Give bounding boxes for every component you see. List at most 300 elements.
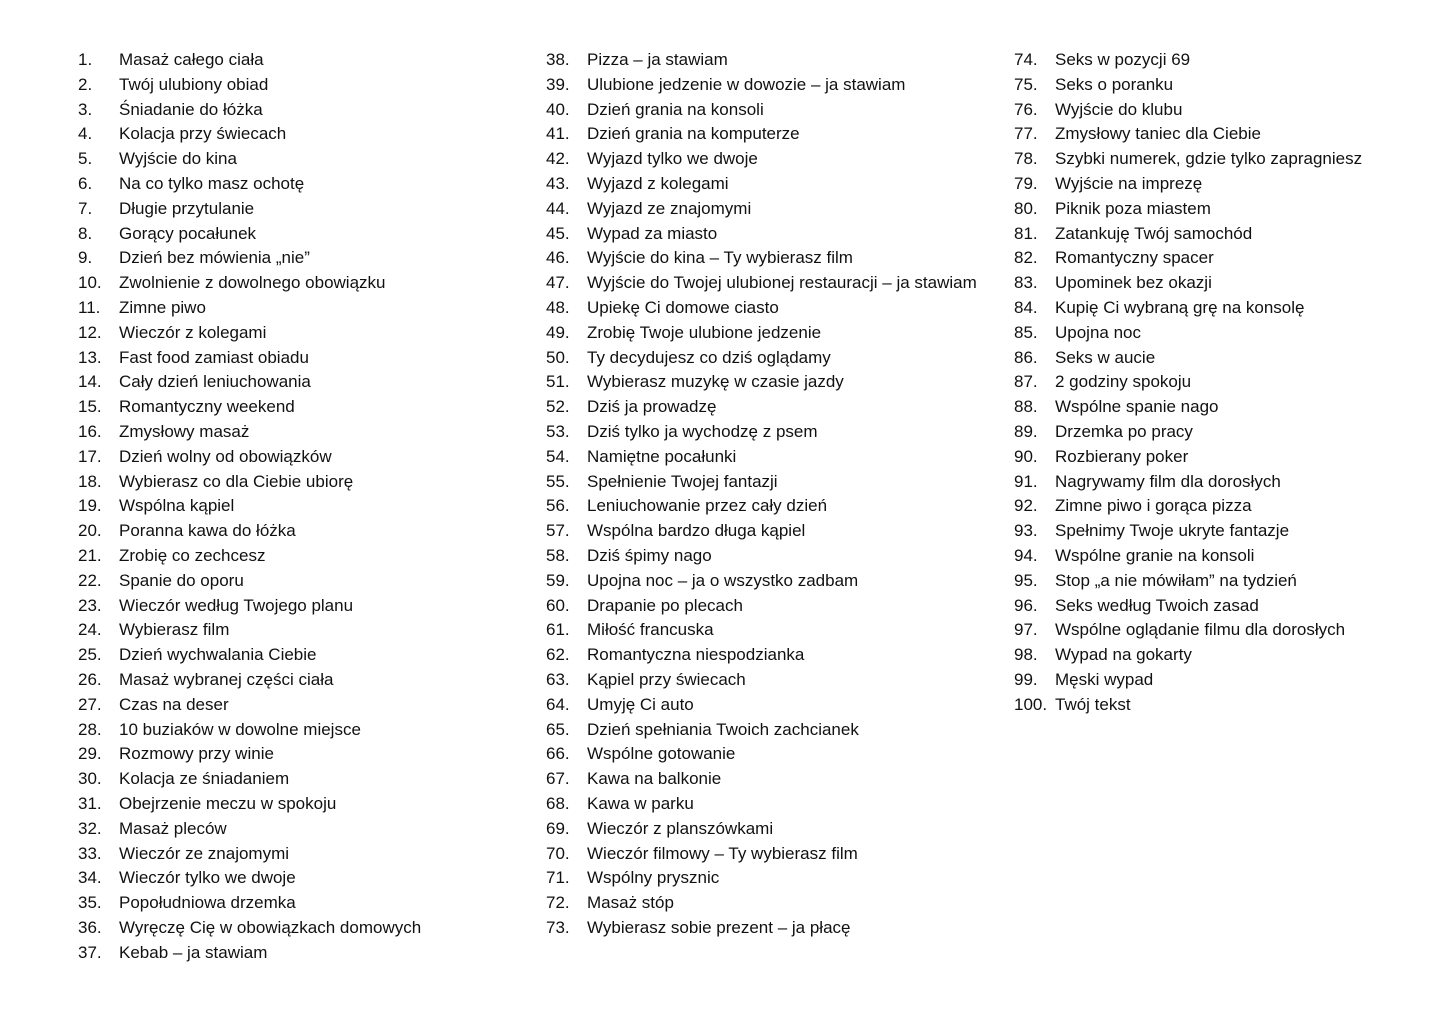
- list-item-number: 86.: [1014, 347, 1038, 367]
- list-item-number: 15.: [78, 397, 102, 417]
- list-item-text: Romantyczny spacer: [1055, 248, 1214, 268]
- list-item-number: 20.: [78, 521, 102, 541]
- list-item-number: 77.: [1014, 124, 1038, 144]
- list-item-number: 58.: [546, 545, 570, 565]
- list-item: [1014, 470, 1424, 495]
- list-item-number: 73.: [546, 917, 570, 937]
- list-item-text: Męski wypad: [1055, 669, 1154, 689]
- list-item-number: 61.: [546, 620, 570, 640]
- list-item-number: 91.: [1014, 471, 1038, 491]
- list-item-text: Upojna noc – ja o wszystko zadbam: [587, 570, 859, 590]
- list-item-text: Piknik poza miastem: [1055, 198, 1211, 218]
- list-item-text: Wybierasz film: [119, 620, 230, 640]
- list-item: [546, 718, 1001, 743]
- list-item-number: 83.: [1014, 273, 1038, 293]
- list-item: [78, 98, 533, 123]
- list-item-text: Wspólna kąpiel: [119, 496, 235, 516]
- list-item: [546, 395, 1001, 420]
- list-item: [546, 172, 1001, 197]
- list-item: [1014, 370, 1424, 395]
- list-item: [78, 941, 533, 966]
- list-item: [78, 271, 533, 296]
- list-item: [78, 718, 533, 743]
- list-item-text: Dzień wolny od obowiązków: [119, 446, 332, 466]
- list-item: [546, 470, 1001, 495]
- list-item-number: 2.: [78, 74, 93, 94]
- list-item: [546, 197, 1001, 222]
- list-item-number: 37.: [78, 942, 102, 962]
- list-item: [78, 767, 533, 792]
- list-item: [1014, 445, 1424, 470]
- list-item-number: 5.: [78, 149, 93, 169]
- list-item-number: 44.: [546, 198, 570, 218]
- list-item-number: 79.: [1014, 173, 1038, 193]
- list-item: [1014, 544, 1424, 569]
- list-item-text: Dziś tylko ja wychodzę z psem: [587, 421, 818, 441]
- list-item: [78, 197, 533, 222]
- list-item-text: Poranna kawa do łóżka: [119, 521, 296, 541]
- list-item-text: Masaż pleców: [119, 818, 227, 838]
- list-item-text: Masaż całego ciała: [119, 50, 264, 69]
- list-item-number: 26.: [78, 669, 102, 689]
- list-item: [546, 594, 1001, 619]
- list-item-number: 42.: [546, 149, 570, 169]
- list-item-text: Seks w aucie: [1055, 347, 1156, 367]
- list-item: [1014, 420, 1424, 445]
- list-item-text: Seks o poranku: [1055, 74, 1174, 94]
- list-item-number: 43.: [546, 173, 570, 193]
- list-item-text: Wieczór z planszówkami: [587, 818, 774, 838]
- list-item-number: 94.: [1014, 545, 1038, 565]
- list-item-number: 98.: [1014, 645, 1038, 665]
- list-item-text: Wspólny prysznic: [587, 868, 720, 888]
- list-item-text: Zrobię Twoje ulubione jedzenie: [587, 322, 822, 342]
- list-item: [546, 668, 1001, 693]
- list-item-number: 11.: [78, 297, 101, 317]
- list-item-text: Wyręczę Cię w obowiązkach domowych: [119, 917, 422, 937]
- list-item-text: Gorący pocałunek: [119, 223, 257, 243]
- list-item: [78, 73, 533, 98]
- list-item-number: 60.: [546, 595, 570, 615]
- list-item-number: 80.: [1014, 198, 1038, 218]
- list-item: [1014, 197, 1424, 222]
- list-item-number: 16.: [78, 421, 102, 441]
- list-item: [1014, 321, 1424, 346]
- list-item-number: 88.: [1014, 397, 1038, 417]
- list-item-number: 40.: [546, 99, 570, 119]
- list-item: [1014, 346, 1424, 371]
- list-item-text: Leniuchowanie przez cały dzień: [587, 496, 828, 516]
- list-item-number: 25.: [78, 645, 102, 665]
- list-item-text: Długie przytulanie: [119, 198, 255, 218]
- list-item: [1014, 519, 1424, 544]
- list-item-text: Dzień grania na konsoli: [587, 99, 764, 119]
- list-item: [78, 147, 533, 172]
- list-item-text: Wybierasz sobie prezent – ja płacę: [587, 917, 851, 937]
- list-item-number: 85.: [1014, 322, 1038, 342]
- list-item: [1014, 569, 1424, 594]
- list-item-text: Popołudniowa drzemka: [119, 893, 296, 913]
- list-item-number: 8.: [78, 223, 93, 243]
- list-item-number: 67.: [546, 769, 570, 789]
- list-item-text: Spanie do oporu: [119, 570, 244, 590]
- list-item-text: Ty decydujesz co dziś oglądamy: [587, 347, 831, 367]
- list-item-number: 51.: [546, 372, 570, 392]
- list-item: [1014, 172, 1424, 197]
- list-item-number: 95.: [1014, 570, 1038, 590]
- list-item: [1014, 73, 1424, 98]
- list-item-text: Drzemka po pracy: [1055, 421, 1193, 441]
- list-item-number: 52.: [546, 397, 570, 417]
- list-item-text: Spełnimy Twoje ukryte fantazje: [1055, 521, 1290, 541]
- list-item-number: 99.: [1014, 669, 1038, 689]
- list-item-text: Wspólne granie na konsoli: [1055, 545, 1255, 565]
- list-column-2: [546, 48, 1001, 941]
- list-item-text: Wypad na gokarty: [1055, 645, 1192, 665]
- list-item-number: 12.: [78, 322, 102, 342]
- list-item-number: 3.: [78, 99, 93, 119]
- list-item-text: Namiętne pocałunki: [587, 446, 737, 466]
- list-item: [1014, 98, 1424, 123]
- list-item-number: 29.: [78, 744, 102, 764]
- list-item-text: Drapanie po plecach: [587, 595, 743, 615]
- list-item: [78, 445, 533, 470]
- list-item-number: 64.: [546, 694, 570, 714]
- list-item: [546, 817, 1001, 842]
- list-item-number: 38.: [546, 50, 570, 69]
- list-item-text: Kawa na balkonie: [587, 769, 722, 789]
- list-item: [1014, 618, 1424, 643]
- list-item-text: Wieczór filmowy – Ty wybierasz film: [587, 843, 858, 863]
- list-item-text: Nagrywamy film dla dorosłych: [1055, 471, 1281, 491]
- list-item: [1014, 668, 1424, 693]
- list-item-number: 68.: [546, 793, 570, 813]
- list-item: [546, 98, 1001, 123]
- list-item: [1014, 693, 1424, 718]
- list-item: [546, 246, 1001, 271]
- list-item-number: 63.: [546, 669, 570, 689]
- list-item-number: 72.: [546, 893, 570, 913]
- list-item: [546, 420, 1001, 445]
- list-item-number: 24.: [78, 620, 102, 640]
- list-item-number: 21.: [78, 545, 102, 565]
- list-item-text: Zrobię co zechcesz: [119, 545, 266, 565]
- list-item-number: 9.: [78, 248, 93, 268]
- list-item: [1014, 594, 1424, 619]
- list-item: [78, 668, 533, 693]
- list-item-text: Kupię Ci wybraną grę na konsolę: [1055, 297, 1305, 317]
- list-item-number: 30.: [78, 769, 102, 789]
- list-item-text: Stop „a nie mówiłam” na tydzień: [1055, 570, 1297, 590]
- list-item-number: 56.: [546, 496, 570, 516]
- list-item: [78, 370, 533, 395]
- list-item-text: Pizza – ja stawiam: [587, 50, 728, 69]
- list-item-text: Wyjście do kina: [119, 149, 237, 169]
- list-item: [1014, 122, 1424, 147]
- list-item: [78, 519, 533, 544]
- list-item: [78, 222, 533, 247]
- list-item: [546, 916, 1001, 941]
- list-item: [1014, 271, 1424, 296]
- list-item-number: 71.: [546, 868, 570, 888]
- list-item-number: 47.: [546, 273, 570, 293]
- list-item-number: 53.: [546, 421, 570, 441]
- list-item-text: Cały dzień leniuchowania: [119, 372, 311, 392]
- list-item: [78, 569, 533, 594]
- list-item-number: 34.: [78, 868, 102, 888]
- list-item-number: 78.: [1014, 149, 1038, 169]
- list-item-number: 70.: [546, 843, 570, 863]
- list-item-number: 23.: [78, 595, 102, 615]
- list-item-number: 65.: [546, 719, 570, 739]
- list-item: [78, 842, 533, 867]
- list-item-number: 100.: [1014, 694, 1048, 714]
- list-item-text: Wyjście do Twojej ulubionej restauracji – ja stawiam: [587, 273, 977, 293]
- list-item-number: 84.: [1014, 297, 1038, 317]
- list-item-text: Zmysłowy masaż: [119, 421, 250, 441]
- list-item: [1014, 147, 1424, 172]
- list-item-text: Ulubione jedzenie w dowozie – ja stawiam: [587, 74, 906, 94]
- list-item-number: 75.: [1014, 74, 1038, 94]
- list-item: [546, 296, 1001, 321]
- list-item-number: 49.: [546, 322, 570, 342]
- list-item-number: 4.: [78, 124, 93, 144]
- list-item: [546, 767, 1001, 792]
- list-item-text: Kąpiel przy świecach: [587, 669, 746, 689]
- list-item: [546, 519, 1001, 544]
- list-item-number: 7.: [78, 198, 93, 218]
- list-item-number: 18.: [78, 471, 102, 491]
- list-item-text: Seks według Twoich zasad: [1055, 595, 1259, 615]
- list-item-text: 2 godziny spokoju: [1055, 372, 1192, 392]
- list-item-number: 14.: [78, 372, 102, 392]
- list-item: [546, 222, 1001, 247]
- list-item-text: Masaż wybranej części ciała: [119, 669, 334, 689]
- list-item-text: Szybki numerek, gdzie tylko zapragniesz: [1055, 149, 1363, 169]
- list-item-number: 17.: [78, 446, 102, 466]
- list-item-number: 45.: [546, 223, 570, 243]
- list-item-number: 36.: [78, 917, 102, 937]
- list-item: [546, 866, 1001, 891]
- list-item-number: 74.: [1014, 50, 1038, 69]
- list-item-number: 90.: [1014, 446, 1038, 466]
- list-item-text: Na co tylko masz ochotę: [119, 173, 305, 193]
- list-item: [546, 321, 1001, 346]
- list-item-number: 41.: [546, 124, 570, 144]
- list-item-number: 22.: [78, 570, 102, 590]
- list-item-text: Dziś ja prowadzę: [587, 397, 717, 417]
- list-item: [78, 420, 533, 445]
- list-item-text: Kawa w parku: [587, 793, 694, 813]
- list-item: [546, 445, 1001, 470]
- list-item: [78, 246, 533, 271]
- list-item-number: 27.: [78, 694, 102, 714]
- list-item-number: 19.: [78, 496, 102, 516]
- list-item-text: Dzień grania na komputerze: [587, 124, 800, 144]
- list-item-number: 28.: [78, 719, 102, 739]
- list-item: [78, 48, 533, 73]
- list-item: [78, 618, 533, 643]
- list-item: [1014, 643, 1424, 668]
- list-item-number: 10.: [78, 273, 102, 293]
- list-item-text: Wypad za miasto: [587, 223, 718, 243]
- list-item: [546, 147, 1001, 172]
- list-item: [1014, 222, 1424, 247]
- list-item-text: Romantyczna niespodzianka: [587, 645, 805, 665]
- list-item-text: Romantyczny weekend: [119, 397, 295, 417]
- list-item-text: Wyjście na imprezę: [1055, 173, 1203, 193]
- list-item-number: 35.: [78, 893, 102, 913]
- list-item-text: Wybierasz co dla Ciebie ubiorę: [119, 471, 354, 491]
- list-item-number: 54.: [546, 446, 570, 466]
- list-item-text: Miłość francuska: [587, 620, 714, 640]
- list-item: [546, 792, 1001, 817]
- list-item-number: 57.: [546, 521, 570, 541]
- list-item: [78, 693, 533, 718]
- list-item-number: 32.: [78, 818, 102, 838]
- list-item: [1014, 395, 1424, 420]
- list-item-text: Zwolnienie z dowolnego obowiązku: [119, 273, 386, 293]
- list-item-number: 89.: [1014, 421, 1038, 441]
- list-item-number: 13.: [78, 347, 102, 367]
- list-item-text: Wyjście do kina – Ty wybierasz film: [587, 248, 853, 268]
- list-item: [546, 891, 1001, 916]
- list-item: [78, 643, 533, 668]
- list-column-1: [78, 48, 533, 965]
- list-item: [78, 122, 533, 147]
- list-item-text: Seks w pozycji 69: [1055, 50, 1191, 69]
- list-item-text: Wspólne oglądanie filmu dla dorosłych: [1055, 620, 1346, 640]
- list-item-text: Zimne piwo i gorąca pizza: [1055, 496, 1252, 516]
- list-item: [78, 866, 533, 891]
- list-item-text: Zmysłowy taniec dla Ciebie: [1055, 124, 1261, 144]
- list-item-number: 39.: [546, 74, 570, 94]
- list-item-text: Dzień spełniania Twoich zachcianek: [587, 719, 859, 739]
- list-item: [546, 122, 1001, 147]
- list-item: [78, 395, 533, 420]
- list-item: [78, 792, 533, 817]
- list-item: [78, 296, 533, 321]
- list-item: [546, 271, 1001, 296]
- list-item-number: 48.: [546, 297, 570, 317]
- list-item-text: Czas na deser: [119, 694, 229, 714]
- list-item-text: Twój ulubiony obiad: [119, 74, 269, 94]
- list-item-text: Wyjazd z kolegami: [587, 173, 729, 193]
- list-item-text: Obejrzenie meczu w spokoju: [119, 793, 337, 813]
- list-item-number: 1.: [78, 50, 93, 69]
- list-item-number: 87.: [1014, 372, 1038, 392]
- list-item-text: Upojna noc: [1055, 322, 1142, 342]
- list-item: [546, 544, 1001, 569]
- list-item-text: Wyjście do klubu: [1055, 99, 1183, 119]
- list-item: [78, 817, 533, 842]
- list-item: [546, 742, 1001, 767]
- list-item-number: 33.: [78, 843, 102, 863]
- list-column-3: [1014, 48, 1424, 718]
- list-item-number: 46.: [546, 248, 570, 268]
- list-item-number: 66.: [546, 744, 570, 764]
- list-item: [546, 48, 1001, 73]
- list-item: [546, 618, 1001, 643]
- list-item: [546, 842, 1001, 867]
- list-item-number: 81.: [1014, 223, 1038, 243]
- list-item: [1014, 296, 1424, 321]
- list-item-text: Wyjazd tylko we dwoje: [587, 149, 758, 169]
- list-item-number: 59.: [546, 570, 570, 590]
- list-item: [78, 544, 533, 569]
- list-item: [546, 569, 1001, 594]
- list-item-number: 76.: [1014, 99, 1038, 119]
- list-item-text: Dzień bez mówienia „nie”: [119, 248, 310, 268]
- list-item-number: 31.: [78, 793, 102, 813]
- list-item-number: 55.: [546, 471, 570, 491]
- list-item: [546, 693, 1001, 718]
- list-item-text: Wspólne gotowanie: [587, 744, 736, 764]
- list-item-text: Wieczór według Twojego planu: [119, 595, 354, 615]
- list-item: [78, 494, 533, 519]
- list-item: [1014, 494, 1424, 519]
- list-item-text: Fast food zamiast obiadu: [119, 347, 309, 367]
- list-item-text: Dziś śpimy nago: [587, 545, 712, 565]
- list-item: [78, 172, 533, 197]
- list-item: [78, 321, 533, 346]
- list-item-number: 97.: [1014, 620, 1038, 640]
- list-item-number: 62.: [546, 645, 570, 665]
- list-item: [546, 346, 1001, 371]
- list-item-text: Twój tekst: [1055, 694, 1131, 714]
- list-item-number: 82.: [1014, 248, 1038, 268]
- list-item: [78, 742, 533, 767]
- list-item-text: Dzień wychwalania Ciebie: [119, 645, 317, 665]
- list-item-number: 96.: [1014, 595, 1038, 615]
- list-item-text: Spełnienie Twojej fantazji: [587, 471, 778, 491]
- list-item-text: Wspólna bardzo długa kąpiel: [587, 521, 806, 541]
- list-item-text: Wieczór ze znajomymi: [119, 843, 290, 863]
- list-item-text: Kolacja ze śniadaniem: [119, 769, 290, 789]
- list-item-number: 93.: [1014, 521, 1038, 541]
- list-item: [78, 346, 533, 371]
- list-item-text: Kebab – ja stawiam: [119, 942, 268, 962]
- list-item: [78, 470, 533, 495]
- list-item-text: Zatankuję Twój samochód: [1055, 223, 1253, 243]
- list-item-number: 92.: [1014, 496, 1038, 516]
- list-item-number: 6.: [78, 173, 93, 193]
- list-item: [78, 916, 533, 941]
- list-item-text: Kolacja przy świecach: [119, 124, 287, 144]
- list-item-text: Wybierasz muzykę w czasie jazdy: [587, 372, 844, 392]
- list-item-number: 50.: [546, 347, 570, 367]
- list-item: [1014, 48, 1424, 73]
- list-item: [546, 494, 1001, 519]
- list-item-text: Masaż stóp: [587, 893, 674, 913]
- list-item: [78, 891, 533, 916]
- list-item-text: Wspólne spanie nago: [1055, 397, 1219, 417]
- list-item: [1014, 246, 1424, 271]
- list-item-text: Upominek bez okazji: [1055, 273, 1212, 293]
- list-item-text: Zimne piwo: [119, 297, 206, 317]
- list-item-text: Umyję Ci auto: [587, 694, 694, 714]
- list-item-text: 10 buziaków w dowolne miejsce: [119, 719, 361, 739]
- list-item-text: Śniadanie do łóżka: [119, 99, 263, 119]
- list-item-text: Wieczór z kolegami: [119, 322, 267, 342]
- list-item: [546, 73, 1001, 98]
- list-item: [546, 643, 1001, 668]
- list-item-text: Wieczór tylko we dwoje: [119, 868, 296, 888]
- list-item: [546, 370, 1001, 395]
- list-item-text: Rozbierany poker: [1055, 446, 1189, 466]
- list-item: [78, 594, 533, 619]
- list-item-text: Rozmowy przy winie: [119, 744, 274, 764]
